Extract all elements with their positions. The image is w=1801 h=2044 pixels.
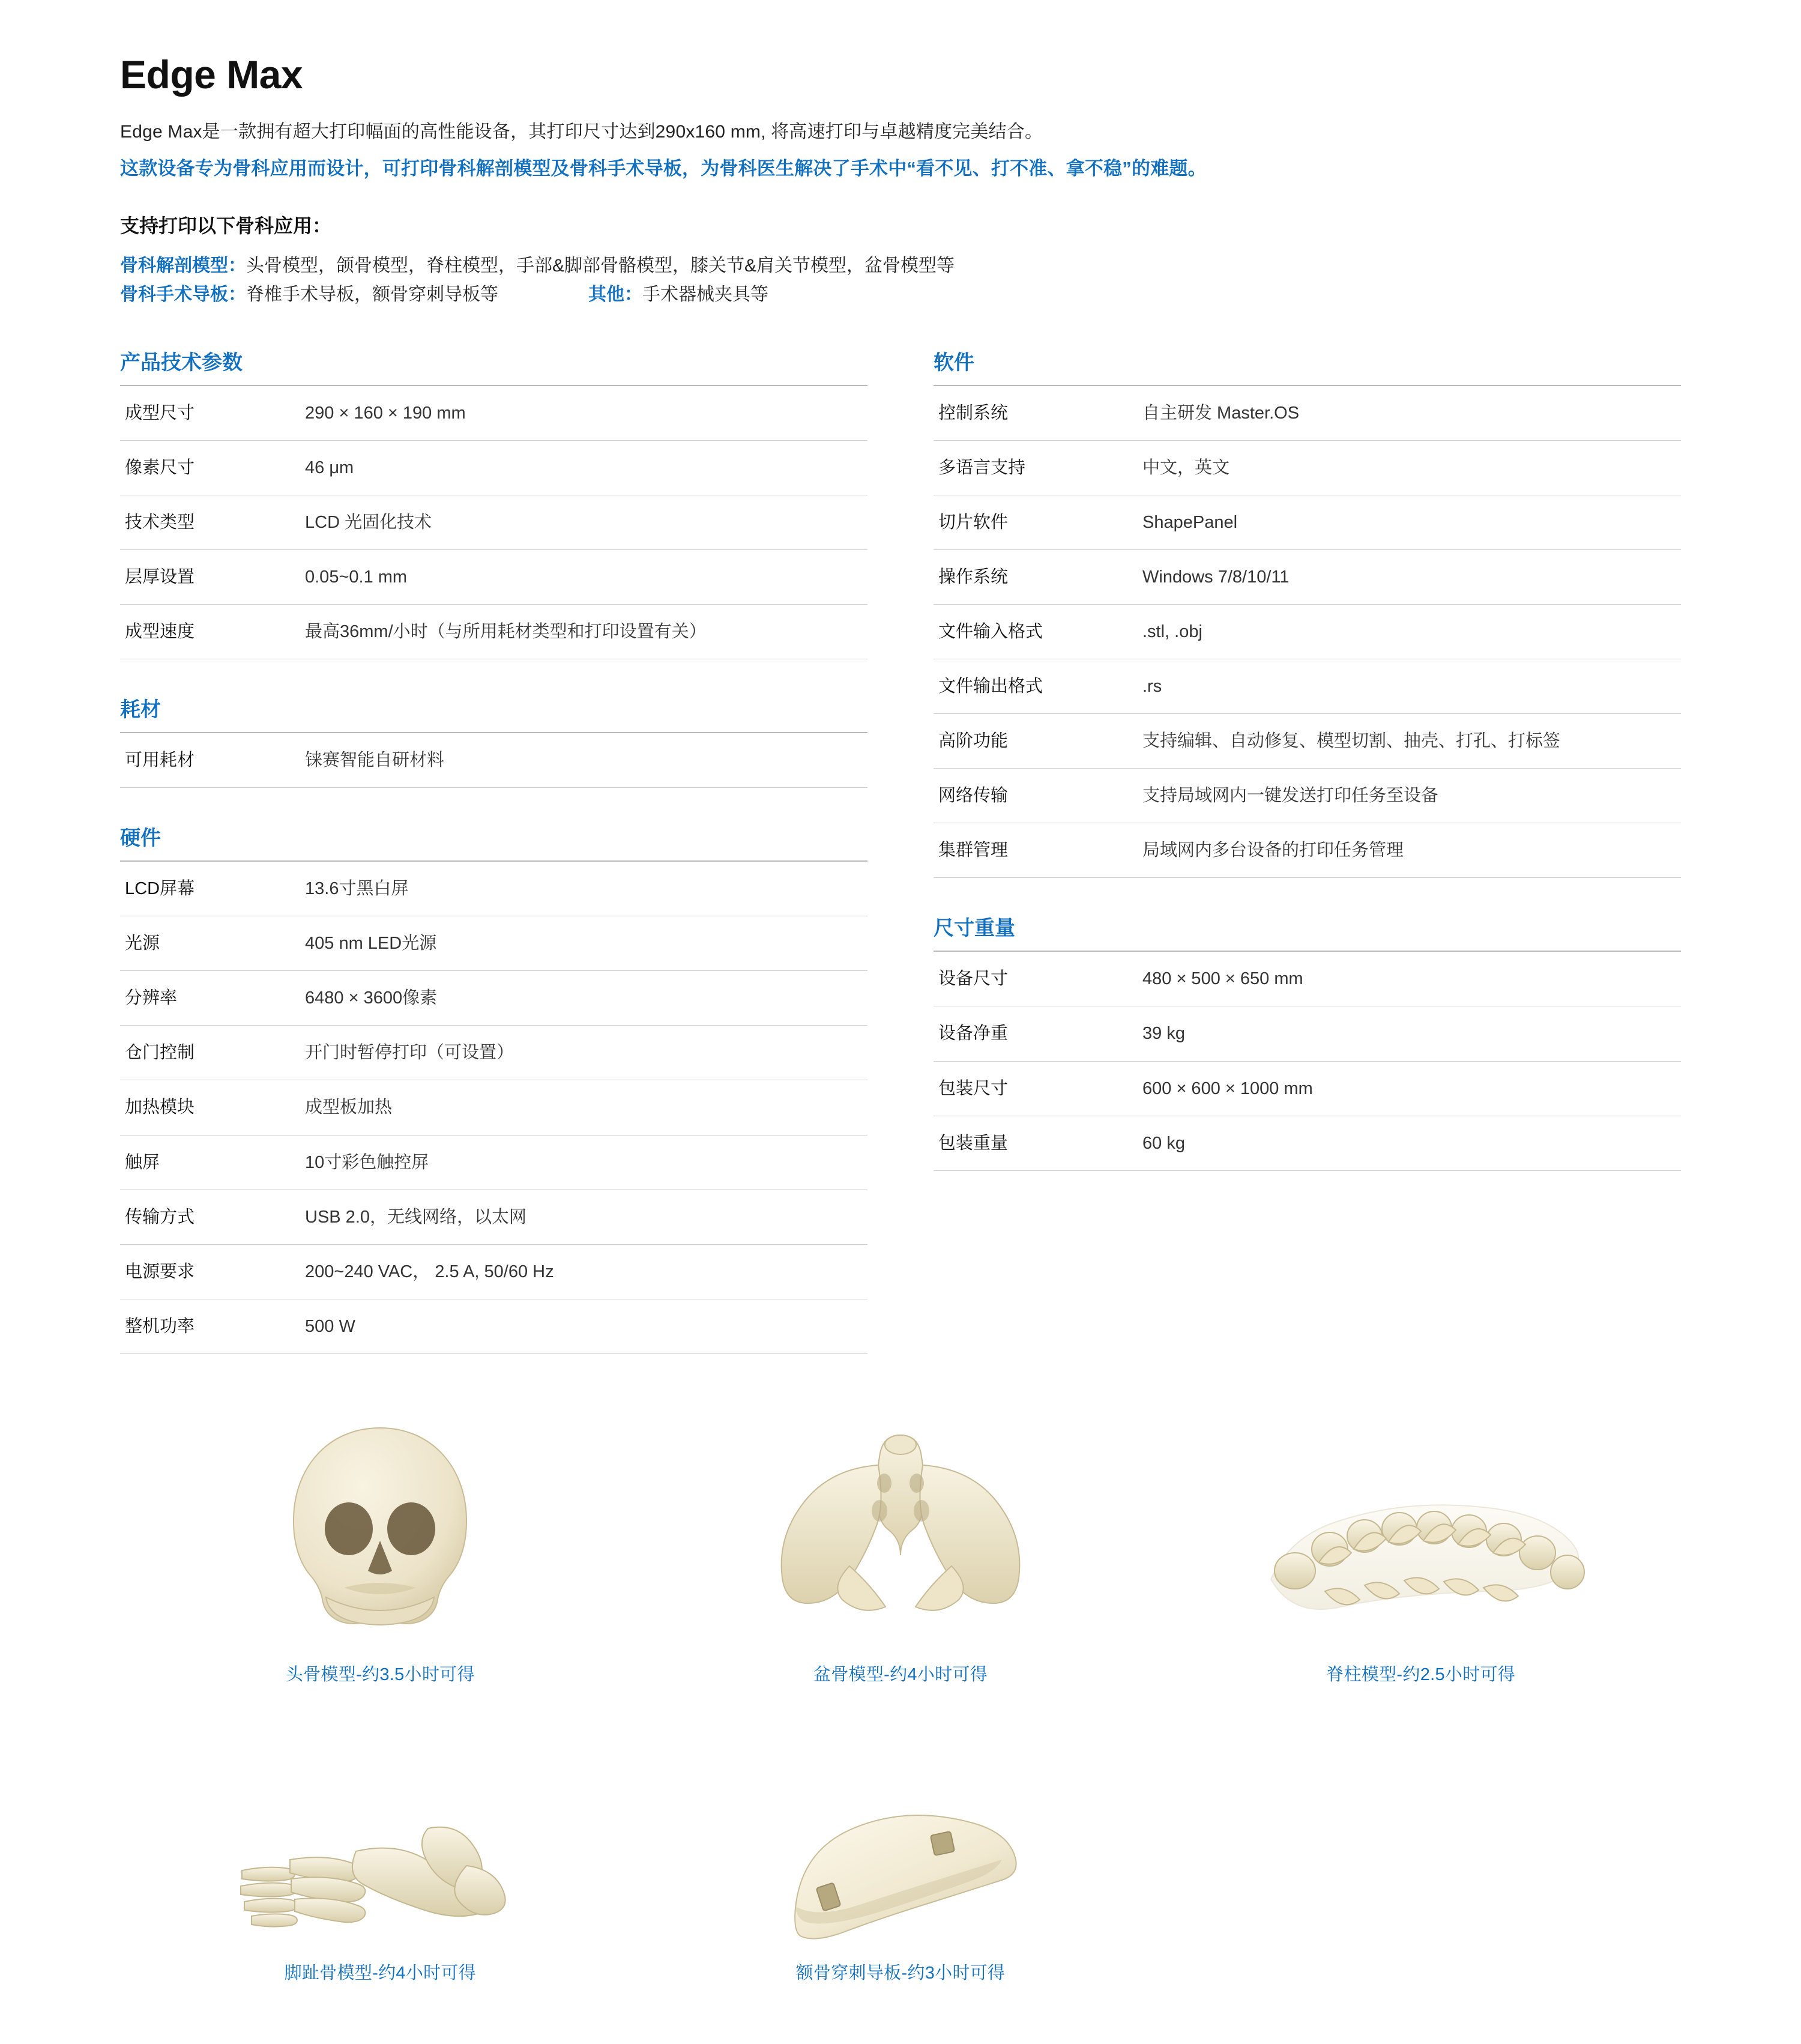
spec-value: 中文，英文 (1118, 441, 1681, 495)
spec-value: 290 × 160 × 190 mm (281, 386, 867, 441)
spine-model-image (1172, 1411, 1669, 1645)
spec-key: 多语言支持 (934, 441, 1118, 495)
spec-value: USB 2.0，无线网络，以太网 (281, 1190, 867, 1244)
spec-key: 像素尺寸 (120, 441, 281, 495)
application-value-other: 手术器械夹具等 (642, 285, 768, 305)
frontal-bone-guide-image (653, 1710, 1149, 1944)
gallery-item-pelvis (641, 1411, 1161, 1710)
spec-value: 600 × 600 × 1000 mm (1118, 1061, 1681, 1116)
foot-bone-model-image (132, 1710, 629, 1944)
gallery-caption: 头骨模型-约3.5小时可得 (285, 1665, 475, 1684)
table-row (120, 1026, 867, 1080)
application-label-other: 其他： (588, 285, 642, 305)
intro-highlight-paragraph: 这款设备专为骨科应用而设计，可打印骨科解剖模型及骨科手术导板，为骨科医生解决了手术中“看不见、打不准、拿不稳”的难题。 (120, 158, 1207, 180)
spec-table-hardware (120, 862, 867, 1353)
spec-key: 高阶功能 (934, 714, 1118, 769)
section-heading-dimensions-weight: 尺寸重量 (934, 906, 1681, 952)
table-row (934, 769, 1681, 823)
table-row (120, 1244, 867, 1299)
application-value-anatomical: 头骨模型，颌骨模型，脊柱模型，手部&脚部骨骼模型，膝关节&肩关节模型，盆骨模型等 (246, 255, 955, 276)
section-heading-tech-params: 产品技术参数 (120, 340, 867, 386)
table-row (934, 823, 1681, 878)
spec-key: 触屏 (120, 1135, 281, 1190)
spec-key: 文件输入格式 (934, 605, 1118, 659)
specifications-area (120, 340, 1681, 1354)
spec-value: 局域网内多台设备的打印任务管理 (1118, 823, 1681, 878)
specs-right-column (934, 340, 1681, 1354)
spec-key: 层厚设置 (120, 550, 281, 605)
section-heading-hardware: 硬件 (120, 815, 867, 862)
spec-value: 500 W (281, 1299, 867, 1353)
table-row (934, 495, 1681, 550)
applications-heading: 支持打印以下骨科应用： (120, 214, 332, 237)
spec-key: 设备尺寸 (934, 952, 1118, 1006)
table-row (934, 441, 1681, 495)
spec-key: 包装重量 (934, 1116, 1118, 1170)
table-row (934, 952, 1681, 1006)
table-row (934, 605, 1681, 659)
spec-key: 整机功率 (120, 1299, 281, 1353)
spec-value: .stl, .obj (1118, 605, 1681, 659)
application-row-guides (120, 280, 1681, 310)
table-row (934, 550, 1681, 605)
gallery-item-empty (1160, 1710, 1681, 2008)
spec-key: 可用耗材 (120, 733, 281, 788)
section-heading-materials: 耗材 (120, 687, 867, 733)
spec-key: 操作系统 (934, 550, 1118, 605)
section-heading-software: 软件 (934, 340, 1681, 386)
page-title: Edge Max (120, 52, 303, 97)
application-label-anatomical: 骨科解剖模型： (120, 255, 246, 276)
spec-key: 集群管理 (934, 823, 1118, 878)
spec-key: 成型尺寸 (120, 386, 281, 441)
gallery-caption: 额骨穿刺导板-约3小时可得 (795, 1963, 1006, 1983)
table-row (120, 495, 867, 550)
spec-value: 13.6寸黑白屏 (281, 862, 867, 916)
spec-value: .rs (1118, 659, 1681, 714)
spec-key: 文件输出格式 (934, 659, 1118, 714)
spec-key: 成型速度 (120, 605, 281, 659)
spec-value: 39 kg (1118, 1006, 1681, 1061)
spec-value: 开门时暂停打印（可设置） (281, 1026, 867, 1080)
table-row (120, 916, 867, 971)
gallery-row-1 (120, 1411, 1681, 1710)
table-row (120, 605, 867, 659)
spec-value: 46 μm (281, 441, 867, 495)
table-row (934, 1061, 1681, 1116)
table-row (120, 1080, 867, 1135)
pelvis-model-image (653, 1411, 1149, 1645)
spec-value: Windows 7/8/10/11 (1118, 550, 1681, 605)
spec-value: 铼赛智能自研材料 (281, 733, 867, 788)
spec-value: 200~240 VAC， 2.5 A, 50/60 Hz (281, 1244, 867, 1299)
table-row (120, 386, 867, 441)
spec-value: 支持编辑、自动修复、模型切割、抽壳、打孔、打标签 (1118, 714, 1681, 769)
gallery-item-spine (1160, 1411, 1681, 1710)
spec-key: 传输方式 (120, 1190, 281, 1244)
table-row (120, 862, 867, 916)
spec-key: 加热模块 (120, 1080, 281, 1135)
spec-key: 设备净重 (934, 1006, 1118, 1061)
spec-key: LCD屏幕 (120, 862, 281, 916)
spec-key: 网络传输 (934, 769, 1118, 823)
table-row (120, 1190, 867, 1244)
table-row (934, 386, 1681, 441)
sample-model-gallery (120, 1411, 1681, 2008)
table-row (120, 1135, 867, 1190)
table-row (120, 971, 867, 1026)
table-row (934, 659, 1681, 714)
spec-key: 切片软件 (934, 495, 1118, 550)
spec-value: 自主研发 Master.OS (1118, 386, 1681, 441)
gallery-caption: 盆骨模型-约4小时可得 (813, 1665, 988, 1684)
table-row (934, 714, 1681, 769)
spec-table-dimensions-weight (934, 952, 1681, 1170)
spec-table-software (934, 386, 1681, 878)
spec-value: 480 × 500 × 650 mm (1118, 952, 1681, 1006)
table-row (120, 441, 867, 495)
spec-table-tech-params (120, 386, 867, 659)
spec-key: 分辨率 (120, 971, 281, 1026)
spec-value: 60 kg (1118, 1116, 1681, 1170)
spec-value: 支持局域网内一键发送打印任务至设备 (1118, 769, 1681, 823)
spec-key: 光源 (120, 916, 281, 971)
spec-key: 包装尺寸 (934, 1061, 1118, 1116)
spec-table-materials (120, 733, 867, 788)
table-row (934, 1006, 1681, 1061)
table-row (120, 733, 867, 788)
table-row (934, 1116, 1681, 1170)
spec-key: 控制系统 (934, 386, 1118, 441)
gallery-row-2 (120, 1710, 1681, 2008)
gallery-caption: 脚趾骨模型-约4小时可得 (284, 1963, 477, 1983)
spec-key: 技术类型 (120, 495, 281, 550)
spec-value: 最高36mm/小时（与所用耗材类型和打印设置有关） (281, 605, 867, 659)
application-value-guides: 脊椎手术导板，额骨穿刺导板等 (246, 285, 498, 305)
application-label-guides: 骨科手术导板： (120, 285, 246, 305)
gallery-caption: 脊柱模型-约2.5小时可得 (1326, 1665, 1516, 1684)
spec-value: 405 nm LED光源 (281, 916, 867, 971)
intro-paragraph: Edge Max是一款拥有超大打印幅面的高性能设备，其打印尺寸达到290x160 mm, 将高速打印与卓越精度完美结合。 (120, 122, 1043, 142)
spec-value: 0.05~0.1 mm (281, 550, 867, 605)
spec-value: 6480 × 3600像素 (281, 971, 867, 1026)
spec-key: 仓门控制 (120, 1026, 281, 1080)
application-row-anatomical (120, 252, 1681, 281)
table-row (120, 1299, 867, 1353)
gallery-item-frontal-guide (641, 1710, 1161, 2008)
specs-left-column (120, 340, 867, 1354)
skull-model-image (132, 1411, 629, 1645)
spec-value: ShapePanel (1118, 495, 1681, 550)
table-row (120, 550, 867, 605)
gallery-item-foot (120, 1710, 641, 2008)
spec-value: 10寸彩色触控屏 (281, 1135, 867, 1190)
spec-value: LCD 光固化技术 (281, 495, 867, 550)
spec-value: 成型板加热 (281, 1080, 867, 1135)
spec-key: 电源要求 (120, 1244, 281, 1299)
gallery-item-skull (120, 1411, 641, 1710)
